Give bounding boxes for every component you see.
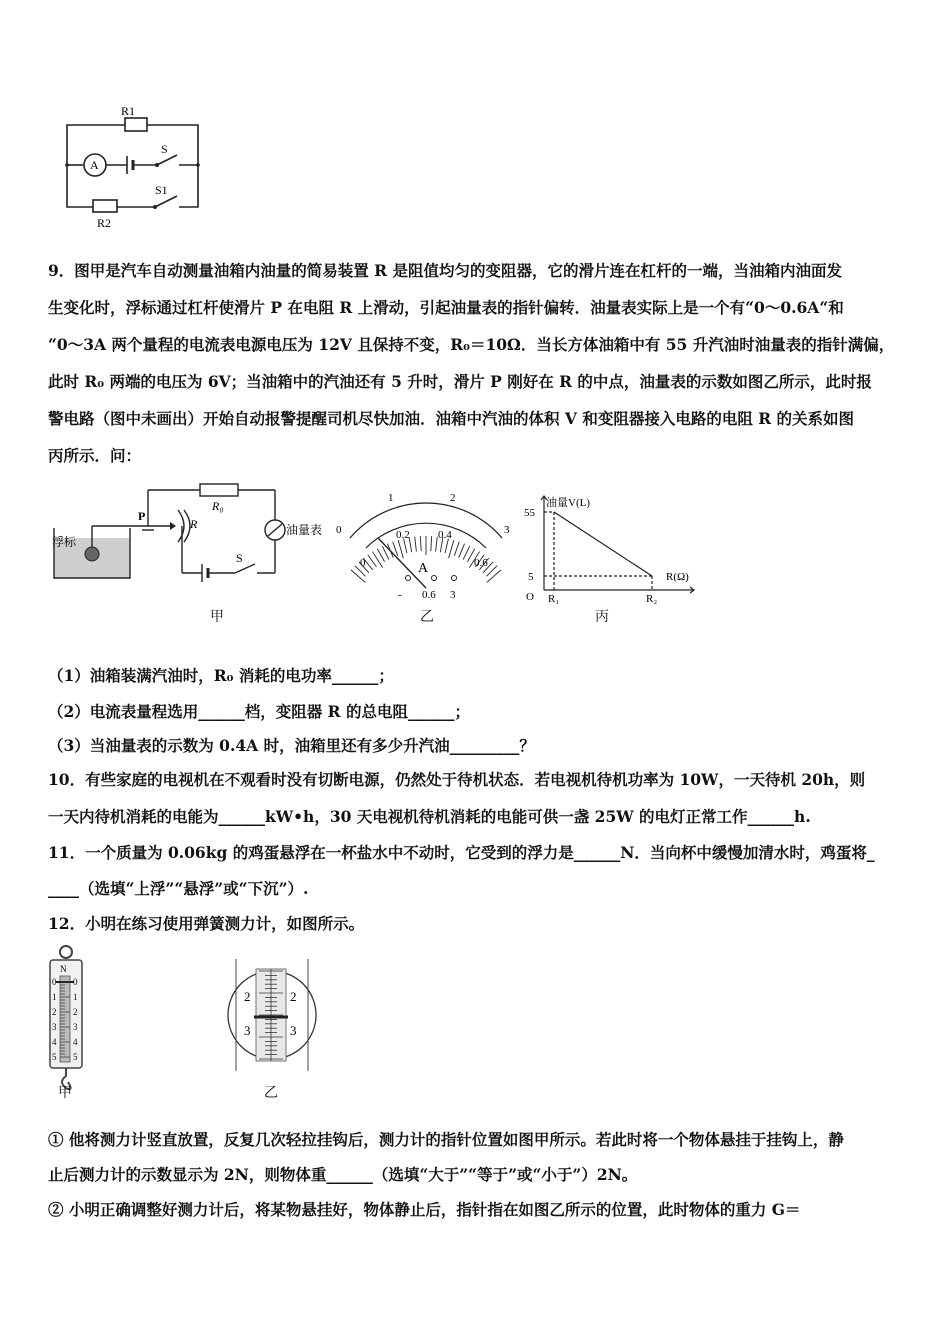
q9-sub3: （3）当油量表的示数为 0.4A 时，油箱里还有多少升汽油_________？ <box>48 736 535 755</box>
mag-tick-3r: 3 <box>290 1023 297 1038</box>
q11-line1: 11．一个质量为 0.06kg 的鸡蛋悬浮在一杯盐水中不动时，它受到的浮力是______N．当向杯中缓慢加清水时，鸡蛋将_ <box>48 843 875 862</box>
switch-label: S <box>236 551 243 565</box>
dial-tick <box>487 570 501 583</box>
r2-label: R2 <box>97 216 112 230</box>
q12-line1: 12．小明在练习使用弹簧测力计，如图所示。 <box>48 914 365 933</box>
scale-tick-5r: 5 <box>73 1052 78 1062</box>
dial-tick <box>398 540 403 558</box>
q12-fig-b-caption: 乙 <box>264 1085 278 1101</box>
scale-tick-1r: 1 <box>73 992 78 1002</box>
dial-tick <box>420 536 421 551</box>
scale-tick-3: 3 <box>52 1022 57 1032</box>
scale-tick-1: 1 <box>52 992 57 1002</box>
dial-tick <box>454 542 459 556</box>
graph-ytick-55: 55 <box>524 507 535 519</box>
fuel-gauge-circuit-figure <box>50 478 340 628</box>
q9-line: 9．图甲是汽车自动测量油箱内油量的简易装置 R 是阻值均匀的变阻器，它的滑片连在杠杆的一端，当油箱内油面发 <box>48 261 842 280</box>
dial-tick <box>377 549 384 562</box>
fig-b-caption: 乙 <box>420 609 434 625</box>
scale-tick-0r: 0 <box>73 977 78 987</box>
q12-part2-line1: ② 小明正确调整好测力计后，将某物悬挂好，物体静止后，指针指在如图乙所示的位置，此时物体的重力 G＝ <box>48 1200 801 1219</box>
magnified-scale-figure <box>218 955 328 1073</box>
mag-tick-3: 3 <box>244 1023 251 1038</box>
terminal-neg: - <box>398 589 402 601</box>
terminal-06: 0.6 <box>422 589 436 601</box>
top-circuit-diagram <box>55 95 215 230</box>
dial-tick <box>459 544 465 558</box>
scale-tick-3r: 3 <box>73 1022 78 1032</box>
mag-tick-2r: 2 <box>290 989 297 1004</box>
dial-bottom-1: 0.2 <box>396 529 410 541</box>
graph-xlabel: R(Ω) <box>666 571 689 583</box>
r0-label: R₀ <box>212 499 224 513</box>
q9-line: 生变化时，浮标通过杠杆使滑片 P 在电阻 R 上滑动，引起油量表的指针偏转．油量表实际上是一个有“0～0.6A“和 <box>48 298 844 317</box>
scale-tick-2r: 2 <box>73 1007 78 1017</box>
q10-line1: 10．有些家庭的电视机在不观看时没有切断电源，仍然处于待机状态．若电视机待机功率为 10W，一天待机 20h，则 <box>48 770 866 789</box>
scale-tick-2: 2 <box>52 1007 57 1017</box>
q9-line: 丙所示．问： <box>48 446 142 465</box>
switch-s-label: S <box>161 142 168 156</box>
dial-top-3: 3 <box>504 524 510 536</box>
dial-tick <box>351 570 365 583</box>
q9-sub1: （1）油箱装满汽油时，R₀ 消耗的电功率______； <box>48 666 394 685</box>
q9-sub2: （2）电流表量程选用______档，变阻器 R 的总电阻______； <box>48 702 470 721</box>
dial-unit: A <box>418 561 429 576</box>
dial-tick <box>449 540 454 558</box>
dial-top-0: 0 <box>336 524 342 536</box>
scale-tick-5: 5 <box>52 1052 57 1062</box>
scale-tick-0: 0 <box>52 977 57 987</box>
dial-top-2: 2 <box>450 492 456 504</box>
scale-n-label: N <box>60 964 67 974</box>
q12-part1-line1: ① 他将测力计竖直放置，反复几次轻拉挂钩后，测力计的指针位置如图甲所示。若此时将一个物体悬挂于挂钩上，静 <box>48 1130 844 1149</box>
fig-a-caption: 甲 <box>210 609 224 625</box>
dial-top-1: 1 <box>388 492 394 504</box>
dial-bottom-2: 0.4 <box>438 529 452 541</box>
scale-tick-4r: 4 <box>73 1037 78 1047</box>
float-label: 浮标 <box>52 535 77 549</box>
fig-c-caption: 丙 <box>595 609 609 625</box>
graph-ytick-5: 5 <box>528 571 534 583</box>
dial-bottom-3: 0.6 <box>474 557 488 569</box>
spring-scale-figure <box>44 942 94 1097</box>
q10-line2: 一天内待机消耗的电能为______kW•h，30 天电视机待机消耗的电能可供一盏 25W 的电灯正常工作______h. <box>48 807 811 826</box>
q11-line2: ____（选填“上浮”“悬浮”或“下沉”）. <box>48 879 309 898</box>
dial-tick <box>463 546 470 559</box>
meter-label: 油量表 <box>286 523 323 537</box>
graph-xtick-r2: R₂ <box>646 593 658 605</box>
ammeter-label: A <box>90 158 99 172</box>
ammeter-dial-figure <box>330 486 520 606</box>
graph-xtick-r1: R₁ <box>548 593 560 605</box>
q9-line: 警电路（图中未画出）开始自动报警提醒司机尽快加油．油箱中汽油的体积 V 和变阻器接入电路的电阻 R 的关系如图 <box>48 409 854 428</box>
mag-tick-2: 2 <box>244 989 251 1004</box>
dial-tick <box>415 537 417 552</box>
q9-line: “0～3A 两个量程的电流表电源电压为 12V 且保持不变，R₀＝10Ω．当长方体油箱中有 55 升汽油时油量表的指针满偏， <box>48 335 895 354</box>
volume-resistance-graph <box>518 490 703 608</box>
r1-label: R1 <box>121 104 136 118</box>
q12-part1-line2: 止后测力计的示数显示为 2N，则物体重______（选填“大于”“等于”或“小于”）2N。 <box>48 1165 638 1184</box>
dial-tick <box>431 536 432 551</box>
graph-origin: O <box>526 591 534 603</box>
scale-tick-4: 4 <box>52 1037 57 1047</box>
slider-p-label: P <box>138 509 146 523</box>
q9-line: 此时 R₀ 两端的电压为 6V；当油箱中的汽油还有 5 升时，滑片 P 刚好在 R 的中点，油量表的示数如图乙所示，此时报 <box>48 372 872 391</box>
graph-ylabel: 油量V(L) <box>546 497 590 509</box>
switch-s1-label: S1 <box>155 183 168 197</box>
terminal-3: 3 <box>450 589 456 601</box>
dial-bottom-0: 0 <box>360 557 366 569</box>
q12-fig-a-caption: 甲 <box>58 1085 72 1101</box>
r-label: R <box>190 517 198 531</box>
q9-text <box>48 252 908 474</box>
dial-tick <box>372 552 382 568</box>
